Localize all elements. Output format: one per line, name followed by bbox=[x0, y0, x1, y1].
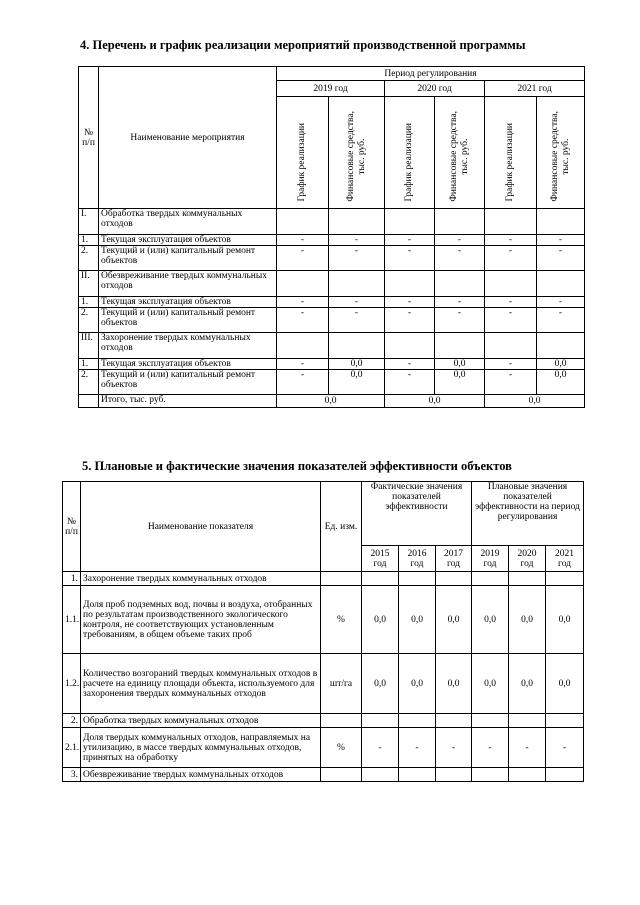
row-name: Текущий и (или) капитальный ремонт объектов bbox=[99, 308, 277, 333]
program-schedule-table bbox=[78, 66, 585, 408]
row-value bbox=[435, 333, 485, 359]
row-value: - bbox=[277, 308, 329, 333]
row-value bbox=[385, 333, 435, 359]
row-value bbox=[277, 333, 329, 359]
sched-header: График реализации bbox=[385, 97, 435, 209]
row-value bbox=[329, 209, 385, 235]
row-num: 2.1. bbox=[63, 728, 81, 768]
row-value bbox=[436, 714, 472, 728]
row-unit: шт/га bbox=[321, 654, 362, 714]
row-value: 0,0 bbox=[436, 586, 472, 654]
row-value: - bbox=[435, 235, 485, 246]
row-value: - bbox=[277, 235, 329, 246]
table-row bbox=[63, 572, 584, 586]
row-value: - bbox=[485, 246, 537, 271]
row-value: - bbox=[537, 297, 585, 308]
year-header: 2016 год bbox=[399, 546, 436, 572]
row-num: 1. bbox=[63, 572, 81, 586]
row-value bbox=[537, 333, 585, 359]
row-value: - bbox=[385, 297, 435, 308]
row-value: 0,0 bbox=[329, 359, 385, 370]
table-row bbox=[79, 359, 585, 370]
row-num: 1. bbox=[79, 359, 99, 370]
row-value bbox=[509, 572, 546, 586]
row-value bbox=[277, 271, 329, 297]
fin-header: Финансовые средства, тыс. руб. bbox=[537, 97, 585, 209]
row-value: 0,0 bbox=[399, 654, 436, 714]
row-value: - bbox=[329, 308, 385, 333]
table-row bbox=[79, 370, 585, 395]
row-value bbox=[485, 209, 537, 235]
row-value: - bbox=[509, 728, 546, 768]
row-num: 3. bbox=[63, 768, 81, 782]
row-name: Доля проб подземных вод, почвы и воздуха, отобранных по результатам производственного экологического контроля, не соответствующих установленным требованиям, в общем объеме таких проб bbox=[81, 586, 321, 654]
efficiency-table bbox=[62, 481, 584, 782]
row-name: Текущий и (или) капитальный ремонт объектов bbox=[99, 246, 277, 271]
row-value: - bbox=[277, 359, 329, 370]
row-name: Доля твердых коммунальных отходов, направляемых на утилизацию, в массе твердых коммунальных отходов, принятых на обработку bbox=[81, 728, 321, 768]
row-name: Захоронение твердых коммунальных отходов bbox=[81, 572, 321, 586]
row-value bbox=[329, 271, 385, 297]
table-row bbox=[79, 297, 585, 308]
row-num: III. bbox=[79, 333, 99, 359]
table-row bbox=[63, 714, 584, 728]
row-value: - bbox=[435, 297, 485, 308]
row-value bbox=[362, 768, 399, 782]
year-header: 2020 год bbox=[509, 546, 546, 572]
row-name: Текущая эксплуатация объектов bbox=[99, 235, 277, 246]
row-value bbox=[329, 333, 385, 359]
sched-header: График реализации bbox=[277, 97, 329, 209]
row-value bbox=[472, 768, 509, 782]
period-header: Период регулирования bbox=[277, 67, 585, 81]
col-header-unit: Ед. изм. bbox=[321, 482, 362, 572]
row-value bbox=[385, 209, 435, 235]
table-row bbox=[79, 246, 585, 271]
total-num-cell bbox=[79, 395, 99, 408]
row-name: Захоронение твердых коммунальных отходов bbox=[99, 333, 277, 359]
row-value bbox=[435, 271, 485, 297]
row-value bbox=[509, 714, 546, 728]
year-header: 2019 год bbox=[277, 81, 385, 97]
section4-title: 4. Перечень и график реализации мероприятий производственной программы bbox=[80, 38, 526, 52]
row-value bbox=[472, 572, 509, 586]
year-header: 2020 год bbox=[385, 81, 485, 97]
row-value bbox=[399, 572, 436, 586]
row-value: 0,0 bbox=[537, 370, 585, 395]
row-num: 1. bbox=[79, 297, 99, 308]
row-value: - bbox=[277, 297, 329, 308]
row-value: - bbox=[385, 308, 435, 333]
row-value: 0,0 bbox=[509, 586, 546, 654]
row-value: - bbox=[329, 297, 385, 308]
table-row bbox=[79, 333, 585, 359]
row-value bbox=[435, 209, 485, 235]
col-header-name: Наименование показателя bbox=[81, 482, 321, 572]
row-name: Текущая эксплуатация объектов bbox=[99, 359, 277, 370]
row-value: - bbox=[277, 246, 329, 271]
row-value: 0,0 bbox=[435, 359, 485, 370]
row-unit bbox=[321, 768, 362, 782]
col-header-num: № п/п bbox=[63, 482, 81, 572]
row-value bbox=[537, 271, 585, 297]
year-header: 2021 год bbox=[546, 546, 584, 572]
row-value: 0,0 bbox=[362, 586, 399, 654]
row-value: - bbox=[385, 370, 435, 395]
row-value bbox=[485, 271, 537, 297]
row-value bbox=[509, 768, 546, 782]
row-num: 1.2. bbox=[63, 654, 81, 714]
row-value: - bbox=[472, 728, 509, 768]
row-value: - bbox=[435, 246, 485, 271]
row-value bbox=[546, 768, 584, 782]
row-value bbox=[399, 768, 436, 782]
row-value bbox=[277, 209, 329, 235]
row-value: 0,0 bbox=[546, 654, 584, 714]
row-value: - bbox=[385, 246, 435, 271]
row-num: 2. bbox=[79, 308, 99, 333]
row-value bbox=[362, 714, 399, 728]
row-value: - bbox=[329, 235, 385, 246]
row-value bbox=[436, 768, 472, 782]
table-row bbox=[63, 654, 584, 714]
row-value: - bbox=[485, 235, 537, 246]
row-name: Обработка твердых коммунальных отходов bbox=[99, 209, 277, 235]
row-value: - bbox=[435, 308, 485, 333]
row-num: 2. bbox=[79, 246, 99, 271]
row-value bbox=[546, 714, 584, 728]
row-unit bbox=[321, 572, 362, 586]
total-label: Итого, тыс. руб. bbox=[99, 395, 277, 408]
row-value: - bbox=[546, 728, 584, 768]
row-value: 0,0 bbox=[546, 586, 584, 654]
row-value: - bbox=[277, 370, 329, 395]
row-value: - bbox=[385, 235, 435, 246]
row-num: 1.1. bbox=[63, 586, 81, 654]
table-row bbox=[63, 728, 584, 768]
row-value: 0,0 bbox=[329, 370, 385, 395]
row-num: I. bbox=[79, 209, 99, 235]
row-value: 0,0 bbox=[537, 359, 585, 370]
table-row bbox=[63, 768, 584, 782]
table-row bbox=[63, 586, 584, 654]
fin-header: Финансовые средства, тыс. руб. bbox=[329, 97, 385, 209]
row-name: Обезвреживание твердых коммунальных отходов bbox=[81, 768, 321, 782]
row-value: - bbox=[485, 370, 537, 395]
section5-title: 5. Плановые и фактические значения показателей эффективности объектов bbox=[82, 459, 512, 473]
row-name: Текущий и (или) капитальный ремонт объектов bbox=[99, 370, 277, 395]
year-header: 2019 год bbox=[472, 546, 509, 572]
year-header: 2017 год bbox=[436, 546, 472, 572]
row-value bbox=[362, 572, 399, 586]
row-name: Обработка твердых коммунальных отходов bbox=[81, 714, 321, 728]
table-row bbox=[79, 235, 585, 246]
row-value: 0,0 bbox=[399, 586, 436, 654]
total-value: 0,0 bbox=[277, 395, 385, 408]
row-value bbox=[537, 209, 585, 235]
col-header-name: Наименование мероприятия bbox=[99, 67, 277, 209]
row-num: II. bbox=[79, 271, 99, 297]
row-value: - bbox=[436, 728, 472, 768]
row-value: - bbox=[537, 235, 585, 246]
row-value bbox=[385, 271, 435, 297]
row-value: 0,0 bbox=[435, 370, 485, 395]
row-value: 0,0 bbox=[509, 654, 546, 714]
row-value: 0,0 bbox=[472, 586, 509, 654]
row-value bbox=[399, 714, 436, 728]
row-unit: % bbox=[321, 728, 362, 768]
row-unit bbox=[321, 714, 362, 728]
row-value: - bbox=[485, 359, 537, 370]
row-name: Текущая эксплуатация объектов bbox=[99, 297, 277, 308]
row-value bbox=[546, 572, 584, 586]
row-name: Количество возгораний твердых коммунальных отходов в расчете на единицу площади объекта, используемого для захоронения твердых коммунальных отходов bbox=[81, 654, 321, 714]
fin-header: Финансовые средства, тыс. руб. bbox=[435, 97, 485, 209]
row-name: Обезвреживание твердых коммунальных отходов bbox=[99, 271, 277, 297]
table-row bbox=[79, 209, 585, 235]
fact-header: Фактические значения показателей эффективности bbox=[362, 482, 472, 546]
row-value: - bbox=[385, 359, 435, 370]
row-num: 1. bbox=[79, 235, 99, 246]
row-num: 2. bbox=[79, 370, 99, 395]
row-value bbox=[472, 714, 509, 728]
row-unit: % bbox=[321, 586, 362, 654]
row-value: - bbox=[485, 308, 537, 333]
plan-header: Плановые значения показателей эффективности на период регулирования bbox=[472, 482, 584, 546]
table-row bbox=[79, 271, 585, 297]
table-row bbox=[79, 308, 585, 333]
year-header: 2021 год bbox=[485, 81, 585, 97]
row-value: - bbox=[537, 246, 585, 271]
row-value: 0,0 bbox=[436, 654, 472, 714]
row-value: - bbox=[399, 728, 436, 768]
year-header: 2015 год bbox=[362, 546, 399, 572]
row-num: 2. bbox=[63, 714, 81, 728]
total-value: 0,0 bbox=[385, 395, 485, 408]
row-value: - bbox=[362, 728, 399, 768]
row-value: - bbox=[329, 246, 385, 271]
row-value bbox=[436, 572, 472, 586]
row-value: 0,0 bbox=[362, 654, 399, 714]
row-value: - bbox=[537, 308, 585, 333]
total-row bbox=[79, 395, 585, 408]
row-value: - bbox=[485, 297, 537, 308]
total-value: 0,0 bbox=[485, 395, 585, 408]
row-value bbox=[485, 333, 537, 359]
sched-header: График реализации bbox=[485, 97, 537, 209]
row-value: 0,0 bbox=[472, 654, 509, 714]
col-header-num: № п/п bbox=[79, 67, 99, 209]
